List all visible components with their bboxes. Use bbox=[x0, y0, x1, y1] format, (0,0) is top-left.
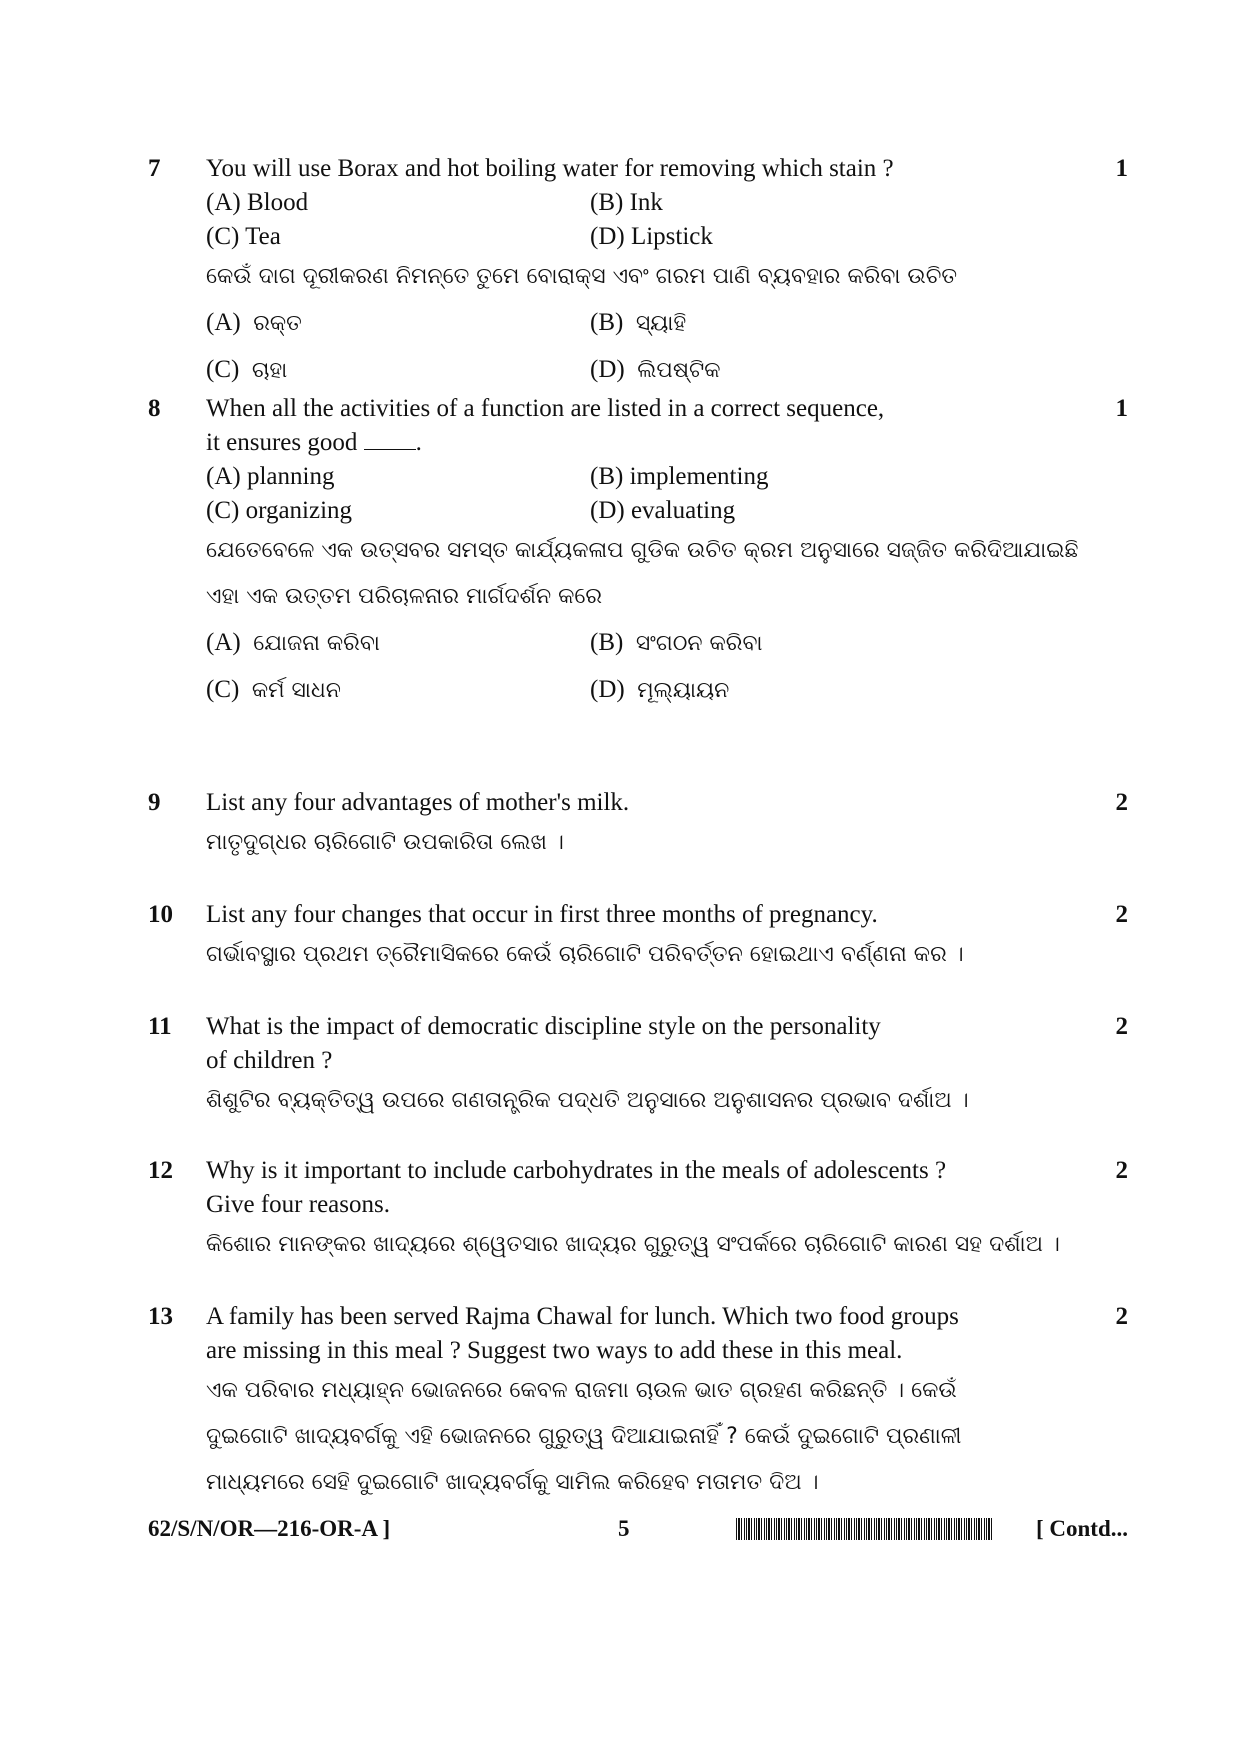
options-en bbox=[206, 186, 1056, 254]
option-c: (C) Tea bbox=[206, 223, 281, 250]
question-text-od: ଶିଶୁଟିର ବ୍ୟକ୍ତିତ୍ୱ ଉପରେ ଗଣତାନ୍ତ୍ରିକ ପଦ୍ଧତି ଅନୁସାରେ ଅନୁଶାସନର ପ୍ରଭାବ ଦର୍ଶାଅ । bbox=[206, 1088, 969, 1113]
question-10 bbox=[148, 898, 1128, 988]
question-marks: 1 bbox=[1115, 155, 1128, 182]
question-13 bbox=[148, 1300, 1128, 1510]
question-text-en: List any four changes that occur in first three months of pregnancy. bbox=[206, 901, 878, 928]
option-a-od: (A) ରକ୍ତ bbox=[206, 309, 302, 336]
question-text-od: ଗର୍ଭାବସ୍ଥାର ପ୍ରଥମ ତ୍ରୈମାସିକରେ କେଉଁ ଚାରିଗୋଟି ପରିବର୍ତ୍ତନ ହୋଇଥାଏ ବର୍ଣ୍ଣନା କର । bbox=[206, 942, 964, 967]
question-number: 12 bbox=[148, 1157, 173, 1184]
option-d-od: (D) ମୂଲ୍ୟାୟନ bbox=[590, 676, 730, 703]
question-text-en: A family has been served Rajma Chawal for lunch. Which two food groups bbox=[206, 1303, 959, 1330]
question-text-od: ଯେତେବେଳେ ଏକ ଉତ୍ସବର ସମସ୍ତ କାର୍ଯ୍ୟକଳାପ ଗୁଡିକ ଉଚିତ କ୍ରମ ଅନୁସାରେ ସଜ୍ଜିତ କରିଦିଆଯାଇଛି bbox=[206, 538, 1079, 563]
option-a: (A) planning bbox=[206, 463, 335, 490]
question-text-od: ଏକ ପରିବାର ମଧ୍ୟାହ୍ନ ଭୋଜନରେ କେବଳ ରାଜମା ଚାଉଳ ଭାତ ଗ୍ରହଣ କରିଛନ୍ତି । କେଉଁ bbox=[206, 1378, 957, 1403]
question-9 bbox=[148, 786, 1128, 876]
question-text-en: You will use Borax and hot boiling water for removing which stain ? bbox=[206, 155, 894, 182]
question-12 bbox=[148, 1154, 1128, 1274]
question-11 bbox=[148, 1010, 1128, 1130]
option-c: (C) organizing bbox=[206, 497, 353, 524]
option-d: (D) evaluating bbox=[590, 497, 736, 524]
answer-blank bbox=[364, 429, 416, 450]
question-text-en-line2: are missing in this meal ? Suggest two ways to add these in this meal. bbox=[206, 1337, 903, 1364]
option-b-od: (B) ସଂଗଠନ କରିବା bbox=[590, 629, 763, 656]
question-text-od: କେଉଁ ଦାଗ ଦୂରୀକରଣ ନିମନ୍ତେ ତୁମେ ବୋରାକ୍ସ ଏବଂ ଗରମ ପାଣି ବ୍ୟବହାର କରିବା ଉଚିତ bbox=[206, 264, 958, 289]
question-marks: 2 bbox=[1115, 901, 1128, 928]
barcode bbox=[736, 1518, 994, 1540]
paper-code: 62/S/N/OR—216-OR-A ] bbox=[148, 1516, 391, 1541]
question-text-en: When all the activities of a function are listed in a correct sequence, bbox=[206, 395, 885, 422]
question-text-od: ମାତୃଦୁଗ୍ଧର ଚାରିଗୋଟି ଉପକାରିତା ଲେଖ । bbox=[206, 830, 564, 855]
option-b: (B) implementing bbox=[590, 463, 769, 490]
option-a-od: (A) ଯୋଜନା କରିବା bbox=[206, 629, 380, 656]
option-c-od: (C) ଚାହା bbox=[206, 356, 288, 383]
question-text-en: What is the impact of democratic discipline style on the personality bbox=[206, 1013, 881, 1040]
question-text-od-line3: ମାଧ୍ୟମରେ ସେହି ଦୁଇଗୋଟି ଖାଦ୍ୟବର୍ଗକୁ ସାମିଲ କରିହେବ ମତାମତ ଦିଅ । bbox=[206, 1470, 819, 1495]
question-number: 9 bbox=[148, 789, 161, 816]
options-en bbox=[206, 460, 1056, 528]
question-marks: 2 bbox=[1115, 1303, 1128, 1330]
question-8 bbox=[148, 392, 1128, 703]
question-number: 11 bbox=[148, 1013, 172, 1040]
option-a: (A) Blood bbox=[206, 189, 309, 216]
option-d-od: (D) ଲିପଷ୍ଟିକ bbox=[590, 356, 721, 383]
option-b-od: (B) ସ୍ୟାହି bbox=[590, 309, 687, 336]
question-marks: 2 bbox=[1115, 1157, 1128, 1184]
question-marks: 1 bbox=[1115, 395, 1128, 422]
question-marks: 2 bbox=[1115, 789, 1128, 816]
question-text-od-line2: ଏହା ଏକ ଉତ୍ତମ ପରିଚାଳନାର ମାର୍ଗଦର୍ଶନ କରେ bbox=[206, 584, 603, 609]
page-number: 5 bbox=[618, 1516, 630, 1541]
question-text-en: Why is it important to include carbohydrates in the meals of adolescents ? bbox=[206, 1157, 947, 1184]
question-7 bbox=[148, 152, 1128, 383]
option-b: (B) Ink bbox=[590, 189, 663, 216]
question-text-en: List any four advantages of mother's milk. bbox=[206, 789, 630, 816]
options-od bbox=[206, 300, 1056, 394]
question-text-od: କିଶୋର ମାନଙ୍କର ଖାଦ୍ୟରେ ଶ୍ୱେତସାର ଖାଦ୍ୟର ଗୁରୁତ୍ୱ ସଂପର୍କରେ ଚାରିଗୋଟି କାରଣ ସହ ଦର୍ଶାଅ । bbox=[206, 1232, 1060, 1257]
option-c-od: (C) କର୍ମ ସାଧନ bbox=[206, 676, 341, 703]
question-number: 7 bbox=[148, 155, 161, 182]
question-text-en-line2: Give four reasons. bbox=[206, 1191, 390, 1218]
question-text-od-line2: ଦୁଇଗୋଟି ଖାଦ୍ୟବର୍ଗକୁ ଏହି ଭୋଜନରେ ଗୁରୁତ୍ୱ ଦିଆଯାଇନାହିଁ ? କେଉଁ ଦୁଇଗୋଟି ପ୍ରଣାଳୀ bbox=[206, 1424, 962, 1449]
question-marks: 2 bbox=[1115, 1013, 1128, 1040]
question-number: 10 bbox=[148, 901, 173, 928]
question-text-en-line2: it ensures good . bbox=[206, 429, 422, 456]
option-d: (D) Lipstick bbox=[590, 223, 713, 250]
question-number: 8 bbox=[148, 395, 161, 422]
question-number: 13 bbox=[148, 1303, 173, 1330]
question-text-en-line2: of children ? bbox=[206, 1047, 333, 1074]
continued-marker: [ Contd... bbox=[1035, 1516, 1128, 1541]
options-od bbox=[206, 620, 1056, 714]
page-footer bbox=[148, 1512, 1128, 1548]
